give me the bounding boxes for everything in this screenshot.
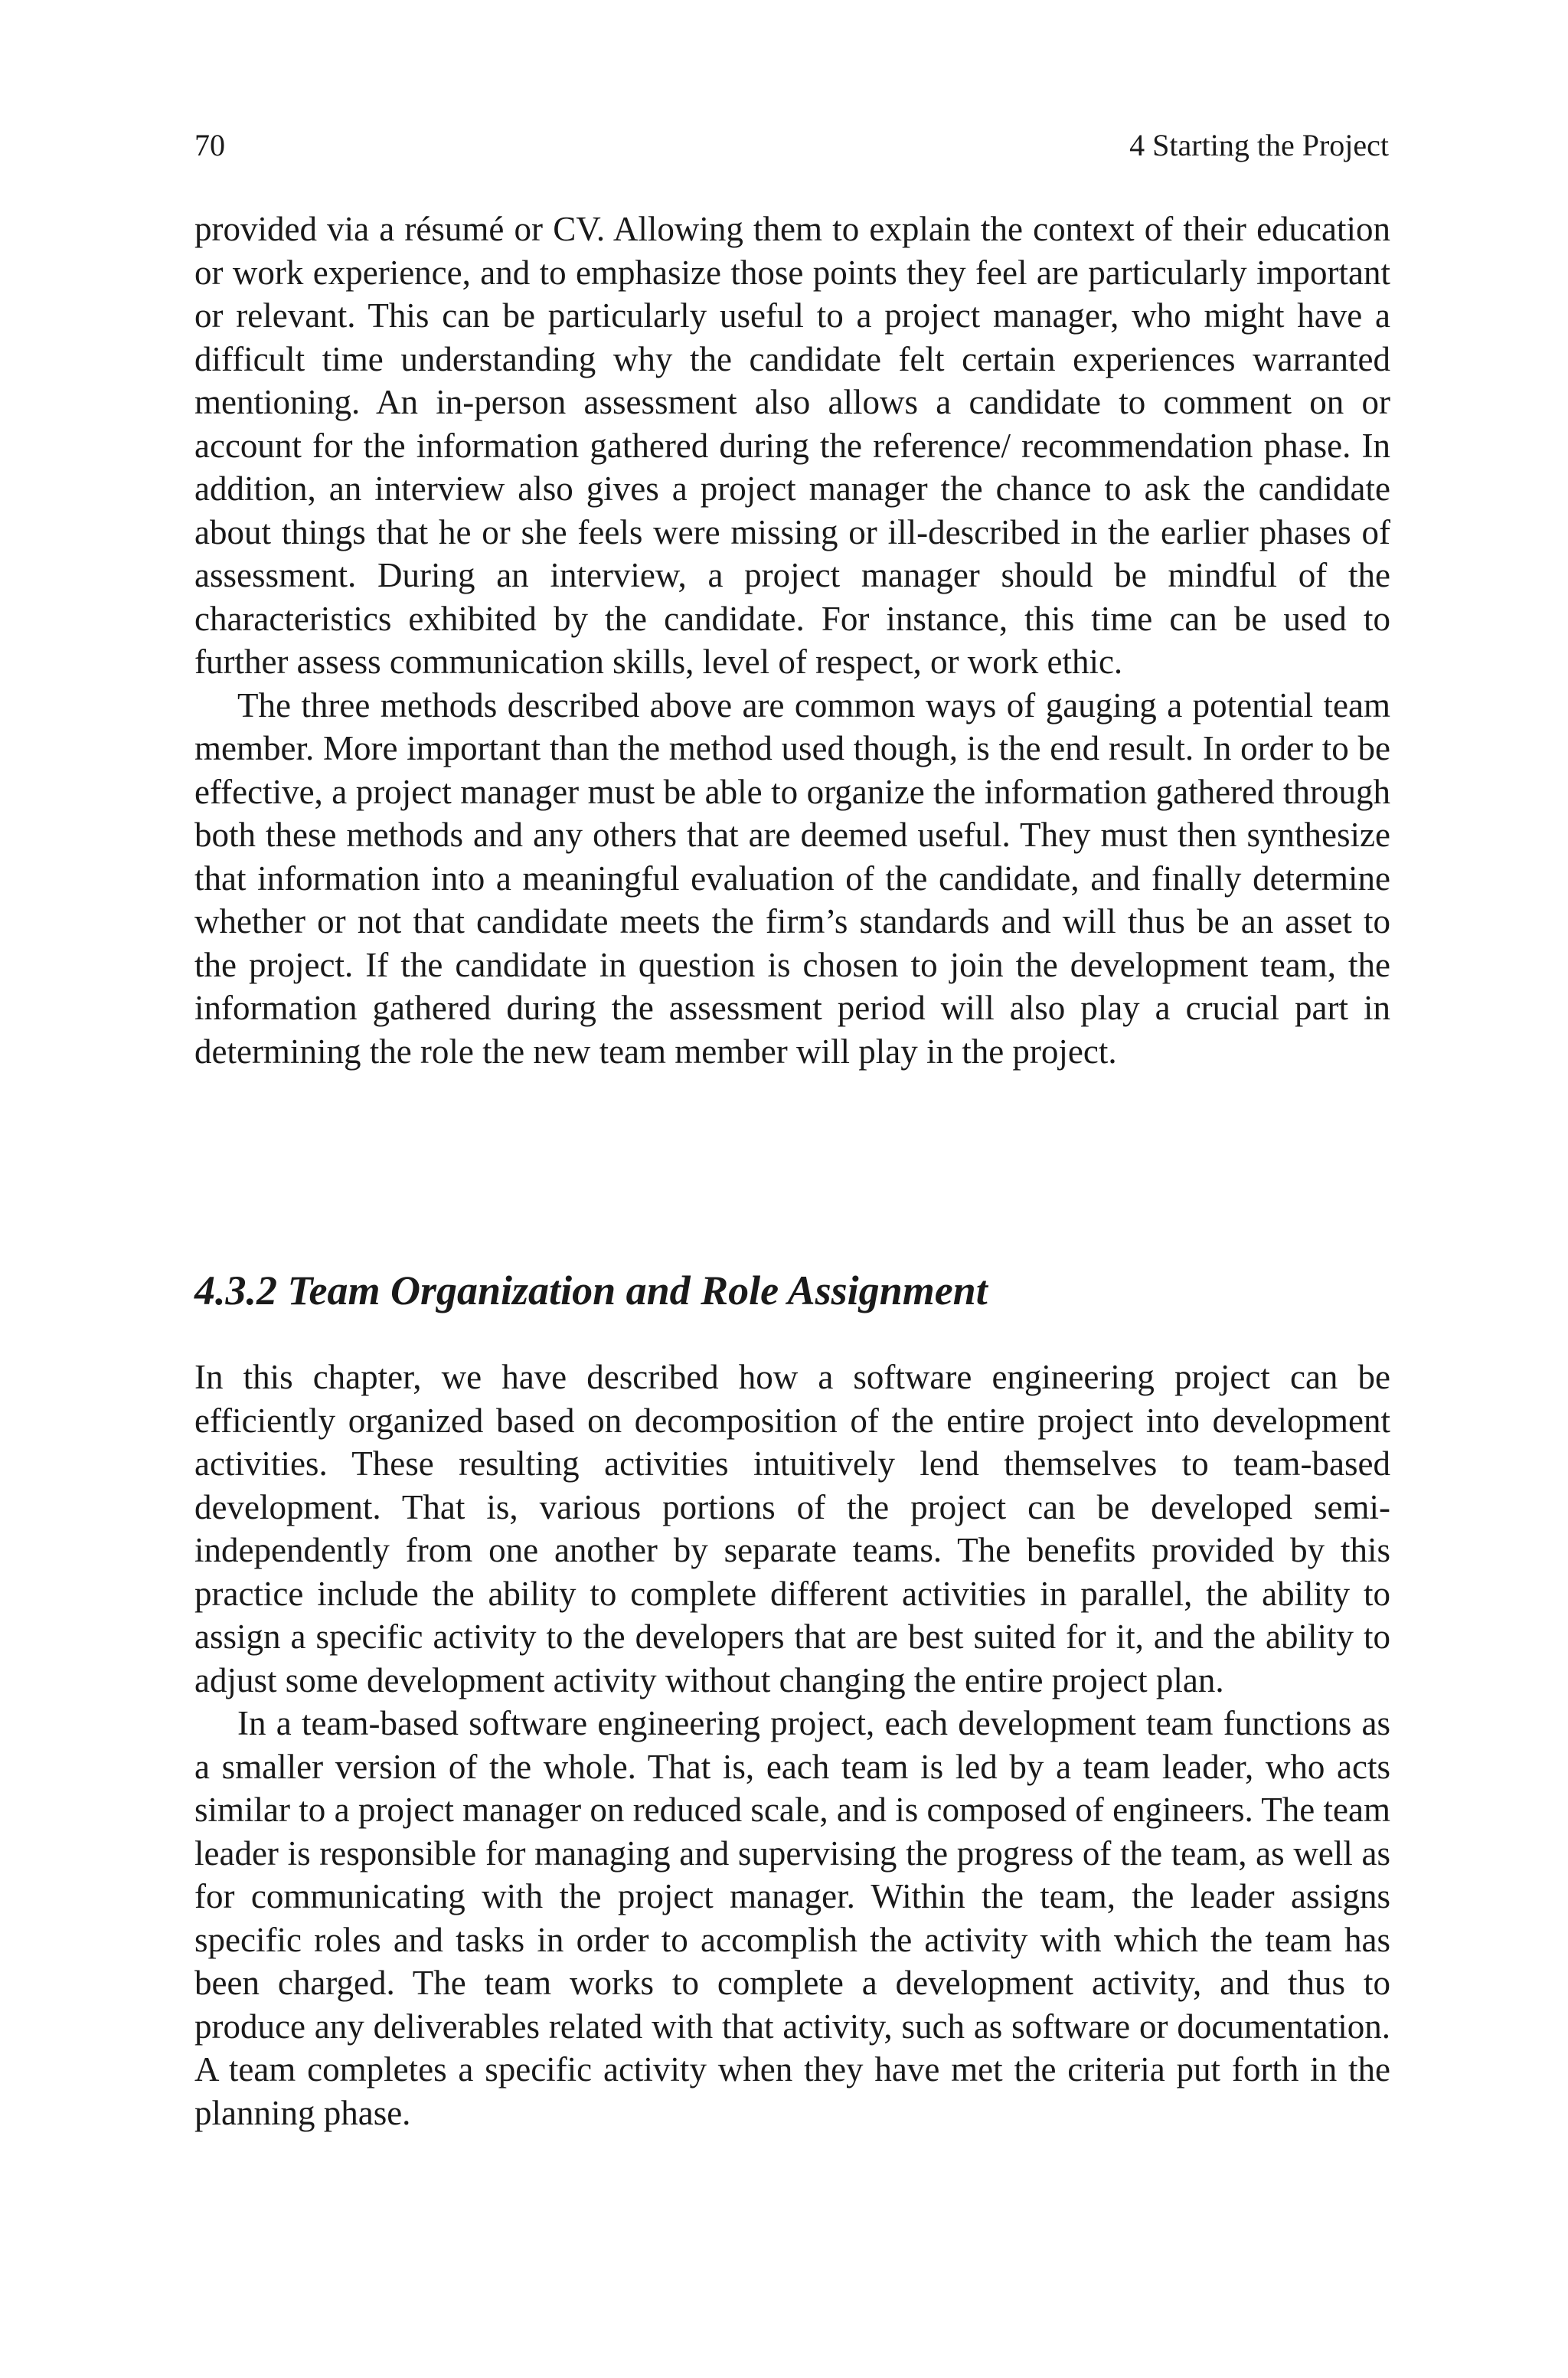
body-text-section (194, 1356, 1390, 2134)
paragraph: In a team-based software engineering project, each development team functions as a smaller version of the whole. That is, each team is led by a team leader, who acts similar to a project manager on reduced scale, and is composed of engineers. The team leader is responsible for managing and supervising the progress of the team, as well as for communicating with the project manager. Within the team, the leader assigns specific roles and tasks in order to accomplish the activity with which the team has been charged. The team works to complete a development activity, and thus to produce any deliverables related with that activity, such as software or documentation. A team completes a specific activity when they have met the criteria put forth in the planning phase. (194, 1704, 1390, 2132)
page-number: 70 (194, 128, 225, 162)
body-text-top (194, 208, 1390, 1073)
paragraph: The three methods described above are common ways of gauging a potential team member. More important than the method used though, is the end result. In order to be effective, a project manager must be able to organize the information gathered through both these methods and any others that are deemed useful. They must then synthesize that information into a meaningful evaluation of the candidate, and finally determine whether or not that candidate meets the firm’s standards and will thus be an asset to the project. If the candidate in question is chosen to join the development team, the information gathered during the assessment period will also play a crucial part in determining the role the new team member will play in the project. (194, 685, 1390, 1071)
paragraph: provided via a résumé or CV. Allowing them to explain the context of their education or work experience, and to emphasize those points they feel are particularly important or relevant. This can be particularly useful to a project manager, who might have a difficult time understanding why the candidate felt certain experiences warranted mentioning. An in-person assessment also allows a candidate to comment on or account for the information gathered during the reference/ recommendation phase. In addition, an interview also gives a project manager the chance to ask the candidate about things that he or she feels were missing or ill-described in the earlier phases of assessment. During an interview, a project manager should be mindful of the characteristics exhibited by the candidate. For instance, this time can be used to further assess communication skills, level of respect, or work ethic. (194, 210, 1390, 681)
chapter-title: 4 Starting the Project (1129, 128, 1389, 162)
paragraph: In this chapter, we have described how a software engineering project can be efficiently organized based on decomposition of the entire project into development activities. These resulting activities intuitively lend themselves to team-based development. That is, various portions of the project can be developed semi-independently from one another by separate teams. The benefits provided by this practice include the ability to complete different activities in parallel, the ability to assign a specific activity to the developers that are best suited for it, and the ability to adjust some development activity without changing the entire project plan. (194, 1358, 1390, 1699)
section-heading: 4.3.2 Team Organization and Role Assignment (194, 1268, 988, 1313)
running-head (194, 123, 1389, 168)
